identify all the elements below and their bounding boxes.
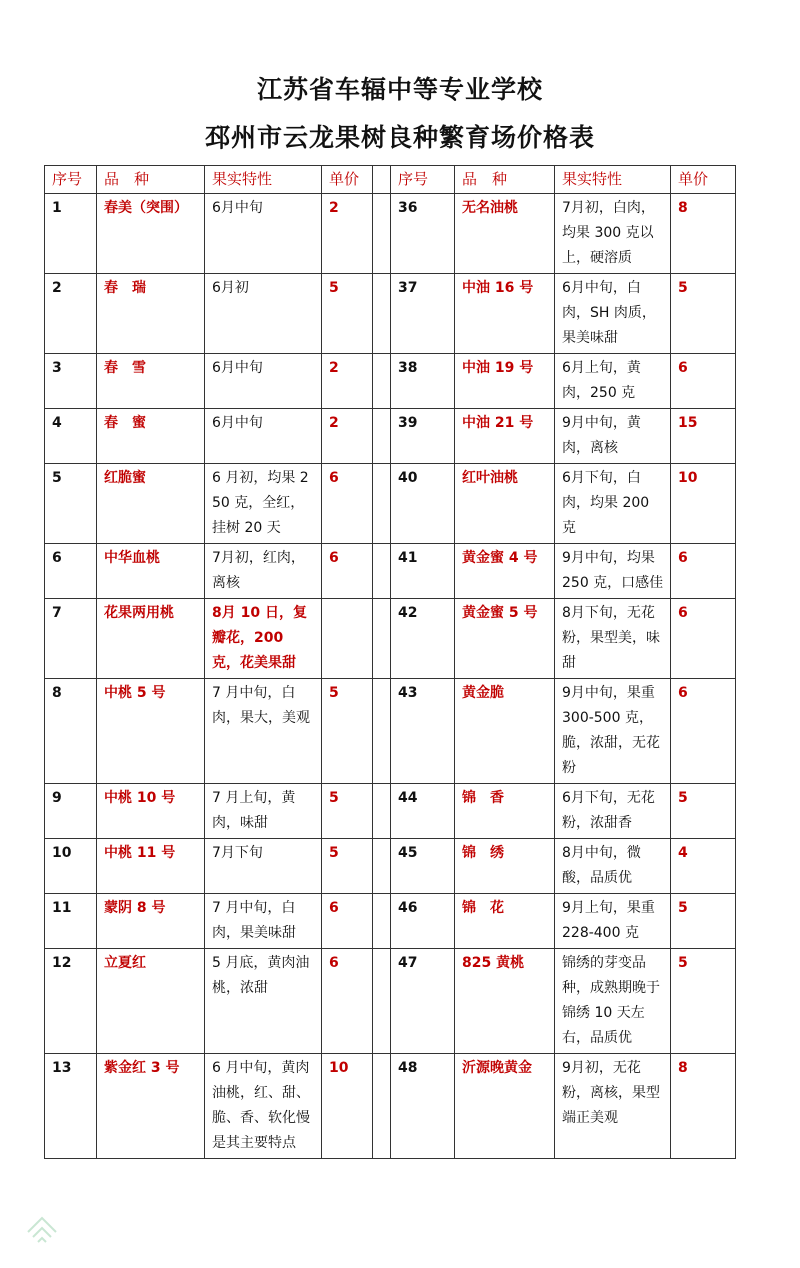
price-table-title: 邳州市云龙果树良种繁育场价格表 [204, 123, 595, 152]
fruit-traits: 9月中旬，黄肉，离核 [555, 409, 671, 464]
fruit-traits: 6月中旬 [205, 354, 322, 409]
row-number: 38 [391, 354, 455, 409]
column-gap [373, 679, 391, 784]
unit-price: 10 [671, 464, 736, 544]
variety-name: 锦 绣 [455, 839, 555, 894]
table-row [45, 464, 736, 544]
table-row [45, 194, 736, 274]
row-number: 9 [45, 784, 97, 839]
fruit-traits: 7 月上旬，黄肉，味甜 [205, 784, 322, 839]
row-number: 11 [45, 894, 97, 949]
unit-price: 5 [671, 949, 736, 1054]
variety-name: 中桃 11 号 [97, 839, 205, 894]
row-number: 13 [45, 1054, 97, 1159]
row-number: 37 [391, 274, 455, 354]
row-number: 5 [45, 464, 97, 544]
variety-name: 中油 21 号 [455, 409, 555, 464]
unit-price: 8 [671, 194, 736, 274]
table-row [45, 949, 736, 1054]
table-header-row [45, 166, 736, 194]
unit-price: 2 [322, 409, 373, 464]
fruit-traits: 6 月初，均果 250 克，全红，挂树 20 天 [205, 464, 322, 544]
header-no-left: 序号 [45, 166, 97, 194]
row-number: 43 [391, 679, 455, 784]
column-gap [373, 544, 391, 599]
fruit-traits: 8月 10 日，复瓣花，200 克，花美果甜 [205, 599, 322, 679]
unit-price [322, 599, 373, 679]
fruit-traits: 7月初，白肉，均果 300 克以上，硬溶质 [555, 194, 671, 274]
unit-price: 5 [671, 274, 736, 354]
header-variety-right: 品 种 [455, 166, 555, 194]
variety-name: 蒙阴 8 号 [97, 894, 205, 949]
fruit-traits: 6月上旬，黄肉，250 克 [555, 354, 671, 409]
fruit-traits: 6 月中旬，黄肉油桃，红、甜、脆、香、软化慢是其主要特点 [205, 1054, 322, 1159]
fruit-traits: 锦绣的芽变品种，成熟期晚于锦绣 10 天左右，品质优 [555, 949, 671, 1054]
variety-name: 立夏红 [97, 949, 205, 1054]
variety-name: 黄金蜜 5 号 [455, 599, 555, 679]
row-number: 45 [391, 839, 455, 894]
row-number: 39 [391, 409, 455, 464]
variety-name: 黄金脆 [455, 679, 555, 784]
row-number: 48 [391, 1054, 455, 1159]
fruit-traits: 6月中旬，白肉，SH 肉质，果美味甜 [555, 274, 671, 354]
fruit-traits: 8月中旬，微酸，品质优 [555, 839, 671, 894]
unit-price: 6 [322, 894, 373, 949]
unit-price: 15 [671, 409, 736, 464]
row-number: 44 [391, 784, 455, 839]
header-price-right: 单价 [671, 166, 736, 194]
variety-name: 沂源晚黄金 [455, 1054, 555, 1159]
row-number: 41 [391, 544, 455, 599]
row-number: 46 [391, 894, 455, 949]
header-no-right: 序号 [391, 166, 455, 194]
column-gap [373, 166, 391, 194]
unit-price: 2 [322, 354, 373, 409]
variety-name: 红叶油桃 [455, 464, 555, 544]
fruit-traits: 6月下旬，无花粉，浓甜香 [555, 784, 671, 839]
table-row [45, 839, 736, 894]
table-row [45, 894, 736, 949]
header-traits-left: 果实特性 [205, 166, 322, 194]
fruit-traits: 6月下旬，白肉，均果 200 克 [555, 464, 671, 544]
fruit-traits: 6月中旬 [205, 194, 322, 274]
fruit-traits: 9月中旬，均果 250 克，口感佳 [555, 544, 671, 599]
price-table [44, 165, 736, 1159]
table-row [45, 544, 736, 599]
unit-price: 4 [671, 839, 736, 894]
variety-name: 春 瑞 [97, 274, 205, 354]
row-number: 8 [45, 679, 97, 784]
variety-name: 春 雪 [97, 354, 205, 409]
variety-name: 中华血桃 [97, 544, 205, 599]
unit-price: 2 [322, 194, 373, 274]
column-gap [373, 839, 391, 894]
fruit-traits: 6月中旬 [205, 409, 322, 464]
table-row [45, 1054, 736, 1159]
row-number: 40 [391, 464, 455, 544]
unit-price: 6 [322, 949, 373, 1054]
variety-name: 825 黄桃 [455, 949, 555, 1054]
unit-price: 5 [322, 784, 373, 839]
fruit-traits: 9月中旬，果重 300-500 克，脆，浓甜，无花粉 [555, 679, 671, 784]
column-gap [373, 274, 391, 354]
row-number: 3 [45, 354, 97, 409]
fruit-traits: 5 月底，黄肉油桃，浓甜 [205, 949, 322, 1054]
unit-price: 5 [671, 784, 736, 839]
header-variety-left: 品 种 [97, 166, 205, 194]
variety-name: 锦 花 [455, 894, 555, 949]
table-row [45, 354, 736, 409]
row-number: 36 [391, 194, 455, 274]
header-traits-right: 果实特性 [555, 166, 671, 194]
variety-name: 花果两用桃 [97, 599, 205, 679]
row-number: 47 [391, 949, 455, 1054]
row-number: 42 [391, 599, 455, 679]
fruit-traits: 7月初，红肉，离核 [205, 544, 322, 599]
table-row [45, 599, 736, 679]
variety-name: 中桃 10 号 [97, 784, 205, 839]
column-gap [373, 784, 391, 839]
header-price-left: 单价 [322, 166, 373, 194]
unit-price: 6 [671, 354, 736, 409]
unit-price: 6 [671, 679, 736, 784]
fruit-traits: 9月上旬，果重 228-400 克 [555, 894, 671, 949]
fruit-traits: 7 月中旬，白肉，果大，美观 [205, 679, 322, 784]
row-number: 12 [45, 949, 97, 1054]
unit-price: 6 [671, 544, 736, 599]
variety-name: 中油 16 号 [455, 274, 555, 354]
fruit-traits: 6月初 [205, 274, 322, 354]
column-gap [373, 894, 391, 949]
row-number: 1 [45, 194, 97, 274]
unit-price: 5 [322, 839, 373, 894]
fruit-traits: 9月初，无花粉，离核，果型端正美观 [555, 1054, 671, 1159]
unit-price: 6 [322, 464, 373, 544]
unit-price: 5 [322, 679, 373, 784]
row-number: 7 [45, 599, 97, 679]
column-gap [373, 194, 391, 274]
variety-name: 春 蜜 [97, 409, 205, 464]
variety-name: 红脆蜜 [97, 464, 205, 544]
column-gap [373, 949, 391, 1054]
row-number: 4 [45, 409, 97, 464]
school-title: 江苏省车辐中等专业学校 [256, 75, 543, 104]
variety-name: 春美（突围） [97, 194, 205, 274]
column-gap [373, 1054, 391, 1159]
variety-name: 中桃 5 号 [97, 679, 205, 784]
table-row [45, 274, 736, 354]
variety-name: 无名油桃 [455, 194, 555, 274]
fruit-traits: 7月下旬 [205, 839, 322, 894]
variety-name: 锦 香 [455, 784, 555, 839]
column-gap [373, 354, 391, 409]
unit-price: 10 [322, 1054, 373, 1159]
column-gap [373, 599, 391, 679]
table-body [45, 194, 736, 1159]
table-row [45, 409, 736, 464]
variety-name: 中油 19 号 [455, 354, 555, 409]
variety-name: 黄金蜜 4 号 [455, 544, 555, 599]
unit-price: 6 [671, 599, 736, 679]
row-number: 6 [45, 544, 97, 599]
fruit-traits: 8月下旬，无花粉，果型美，味甜 [555, 599, 671, 679]
unit-price: 8 [671, 1054, 736, 1159]
unit-price: 5 [322, 274, 373, 354]
unit-price: 5 [671, 894, 736, 949]
column-gap [373, 409, 391, 464]
variety-name: 紫金红 3 号 [97, 1054, 205, 1159]
column-gap [373, 464, 391, 544]
table-row [45, 679, 736, 784]
table-row [45, 784, 736, 839]
fruit-traits: 7 月中旬，白肉，果美味甜 [205, 894, 322, 949]
row-number: 10 [45, 839, 97, 894]
row-number: 2 [45, 274, 97, 354]
watermark-logo-icon [22, 1208, 62, 1248]
unit-price: 6 [322, 544, 373, 599]
